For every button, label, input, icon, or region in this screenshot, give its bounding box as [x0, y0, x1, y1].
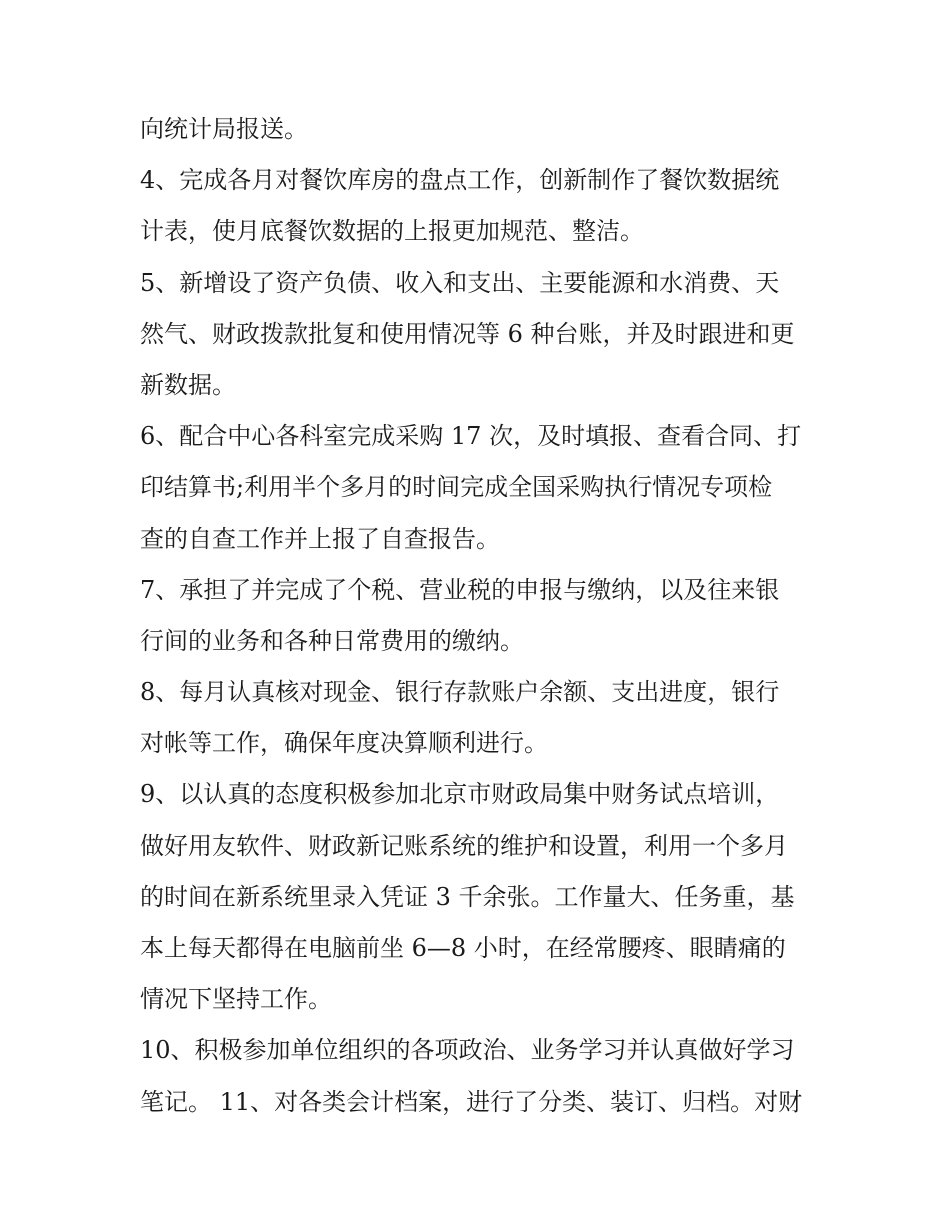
document-body [140, 104, 820, 1128]
text-line: 计表，使月底餐饮数据的上报更加规范、整洁。 [140, 217, 644, 246]
text-line: 7、承担了并完成了个税、营业税的申报与缴纳，以及往来银 [140, 575, 780, 604]
text-line: 9、以认真的态度积极参加北京市财政局集中财务试点培训， [140, 780, 780, 809]
text-line: 对帐等工作，确保年度决算顺利进行。 [140, 729, 548, 758]
text-line: 笔记。 11、对各类会计档案，进行了分类、装订、归档。对财 [140, 1087, 803, 1116]
text-line: 做好用友软件、财政新记账系统的维护和设置，利用一个多月 [140, 831, 788, 860]
text-line: 5、新增设了资产负债、收入和支出、主要能源和水消费、天 [140, 268, 780, 297]
text-line: 10、积极参加单位组织的各项政治、业务学习并认真做好学习 [140, 1036, 795, 1065]
text-line: 行间的业务和各种日常费用的缴纳。 [140, 626, 524, 655]
text-line: 新数据。 [140, 370, 236, 399]
text-line: 查的自查工作并上报了自查报告。 [140, 524, 500, 553]
text-line: 向统计局报送。 [140, 115, 308, 143]
text-line: 本上每天都得在电脑前坐 6—8 小时，在经常腰疼、眼睛痛的 [140, 934, 786, 962]
text-line: 的时间在新系统里录入凭证 3 千余张。工作量大、任务重，基 [140, 882, 795, 911]
text-line: 印结算书;利用半个多月的时间完成全国采购执行情况专项检 [140, 473, 773, 502]
text-line: 然气、财政拨款批复和使用情况等 6 种台账，并及时跟进和更 [140, 319, 795, 348]
text-line: 6、配合中心各科室完成采购 17 次，及时填报、查看合同、打 [140, 422, 802, 451]
text-line: 情况下坚持工作。 [140, 985, 332, 1014]
text-line: 8、每月认真核对现金、银行存款账户余额、支出进度，银行 [140, 678, 780, 707]
text-line: 4、完成各月对餐饮库房的盘点工作，创新制作了餐饮数据统 [140, 166, 780, 195]
